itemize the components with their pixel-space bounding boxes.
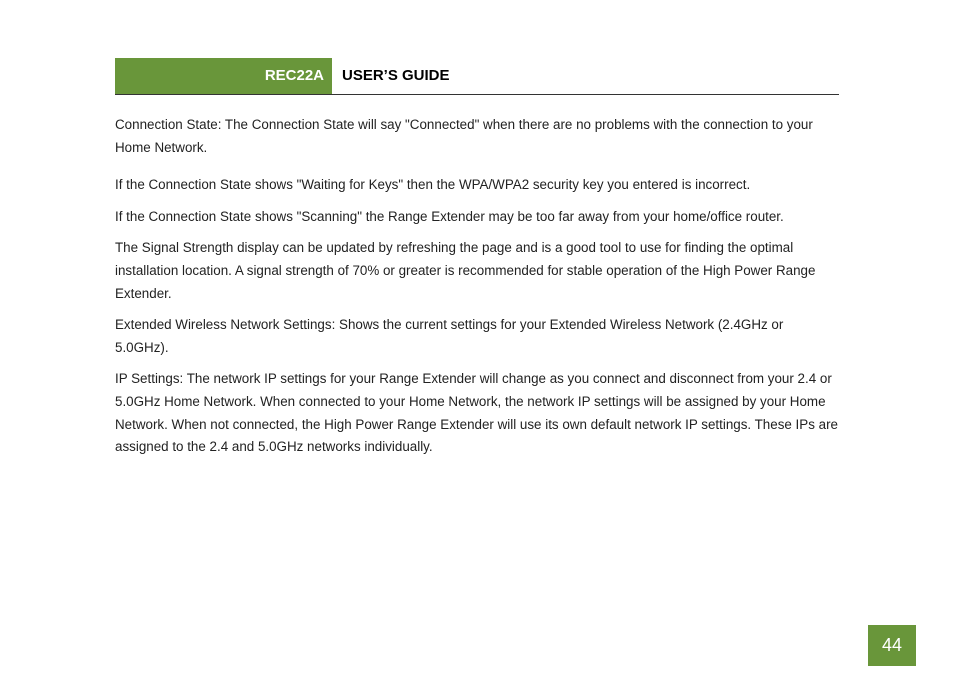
paragraph-waiting-for-keys: If the Connection State shows "Waiting for Keys" then the WPA/WPA2 security key you entered is incorrect. xyxy=(115,177,751,193)
paragraph-signal-strength: The Signal Strength display can be updated by refreshing the page and is a good tool to use for finding the optimal installation location. A signal strength of 70% or greater is recommended for stable operation of the High Power Range Extender. xyxy=(115,240,816,301)
paragraph-extended-wireless: Extended Wireless Network Settings: Shows the current settings for your Extended Wireless Network (2.4GHz or 5.0GHz). xyxy=(115,317,784,355)
header-band xyxy=(115,58,332,94)
model-label: REC22A xyxy=(264,67,324,84)
paragraph-ip-settings: IP Settings: The network IP settings for your Range Extender will change as you connect and disconnect from your 2.4 or 5.0GHz Home Network. When connected to your Home Network, the network IP settings will be assigned by your Home Network. When not connected, the High Power Range Extender will use its own default network IP settings. These IPs are assigned to the 2.4 and 5.0GHz networks individually. xyxy=(115,371,838,455)
paragraph-connection-state: Connection State: The Connection State will say "Connected" when there are no problems with the connection to your Home Network. xyxy=(115,117,813,155)
paragraph-scanning: If the Connection State shows "Scanning" the Range Extender may be too far away from your home/office router. xyxy=(115,208,784,224)
guide-title: USER’S GUIDE xyxy=(342,67,450,84)
page-header xyxy=(115,58,839,95)
page-content xyxy=(115,114,839,468)
page-number: 44 xyxy=(868,625,916,666)
